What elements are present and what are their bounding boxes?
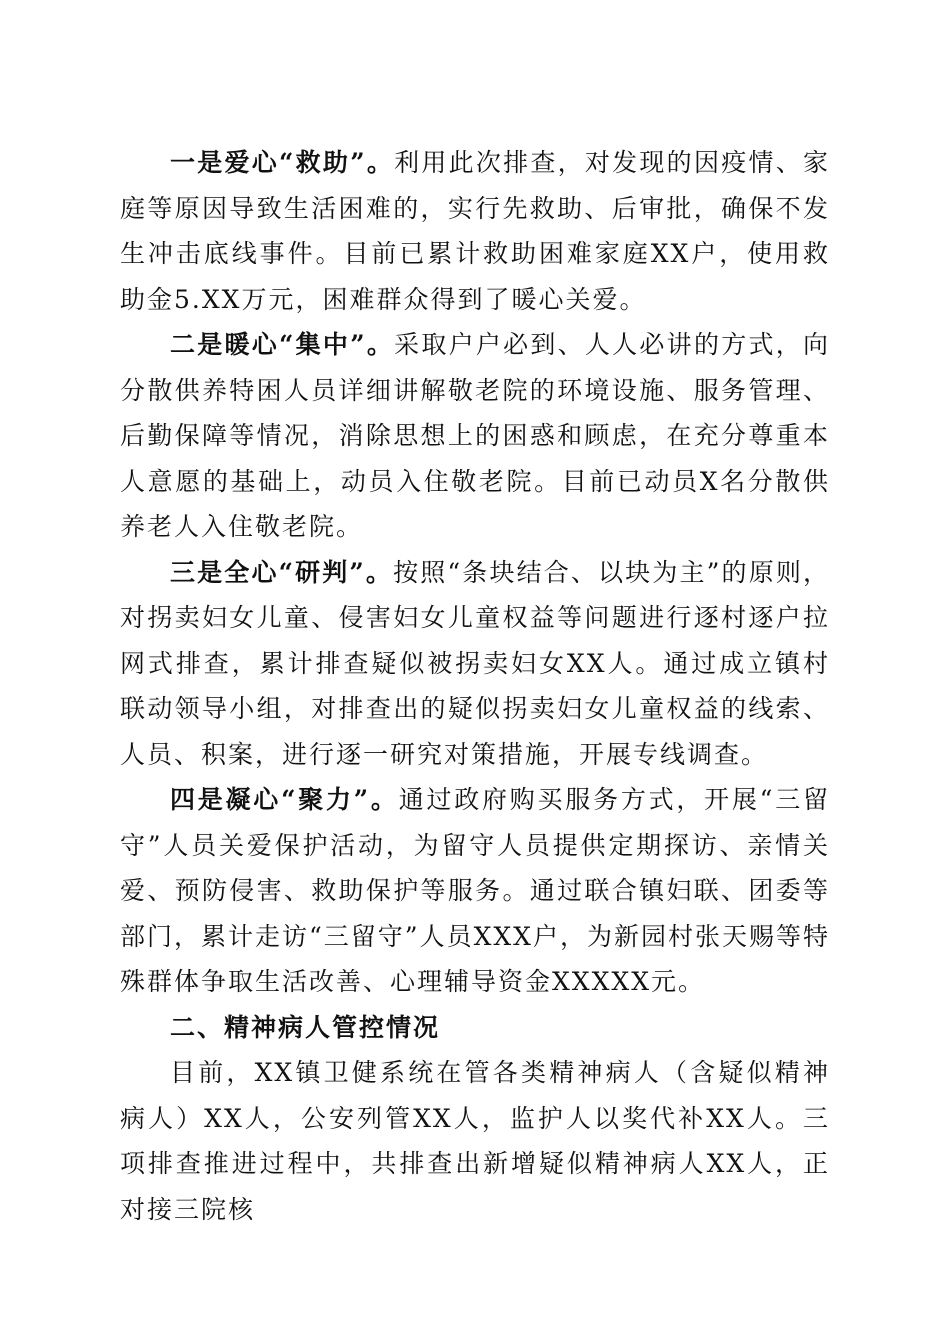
paragraph-analysis	[120, 550, 830, 778]
paragraph-text: 通过政府购买服务方式，开展“三留守”人员关爱保护活动，为留守人员提供定期探访、亲情关爱、预防侵害、救助保护等服务。通过联合镇妇联、团委等部门，累计走访“三留守”人员XXX户，为新园村张天赐等特殊群体争取生活改善、心理辅导资金XXXXX元。	[120, 785, 830, 996]
paragraph-joint-effort	[120, 777, 830, 1005]
paragraph-rescue	[120, 140, 830, 322]
paragraph-lead: 二是暖心“集中”。	[170, 330, 395, 359]
paragraph-lead: 四是凝心“聚力”。	[170, 785, 399, 814]
document-body	[120, 140, 830, 1232]
paragraph-concentrate	[120, 322, 830, 550]
paragraph-lead: 三是全心“研判”。	[170, 557, 394, 587]
paragraph-text: 采取户户必到、人人必讲的方式，向分散供养特困人员详细讲解敬老院的环境设施、服务管理、后勤保障等情况，消除思想上的困惑和顾虑，在充分尊重本人意愿的基础上，动员入住敬老院。目前已动员X名分散供养老人入住敬老院。	[120, 330, 830, 541]
section-paragraph: 目前，XX镇卫健系统在管各类精神病人（含疑似精神病人）XX人，公安列管XX人，监护人以奖代补XX人。三项排查推进过程中，共排查出新增疑似精神病人XX人，正对接三院核	[120, 1058, 830, 1224]
paragraph-lead: 一是爱心“救助”。	[170, 148, 395, 177]
paragraph-text: 利用此次排查，对发现的因疫情、家庭等原因导致生活困难的，实行先救助、后审批，确保不发生冲击底线事件。目前已累计救助困难家庭XX户，使用救助金5.XX万元，困难群众得到了暖心关爱。	[120, 148, 830, 314]
paragraph-text: 按照“条块结合、以块为主”的原则，对拐卖妇女儿童、侵害妇女儿童权益等问题进行逐村逐户拉网式排查，累计排查疑似被拐卖妇女XX人。通过成立镇村联动领导小组，对排查出的疑似拐卖妇女儿童权益的线索、人员、积案，进行逐一研究对策措施，开展专线调查。	[120, 557, 830, 769]
section-heading: 二、精神病人管控情况	[170, 1012, 441, 1042]
